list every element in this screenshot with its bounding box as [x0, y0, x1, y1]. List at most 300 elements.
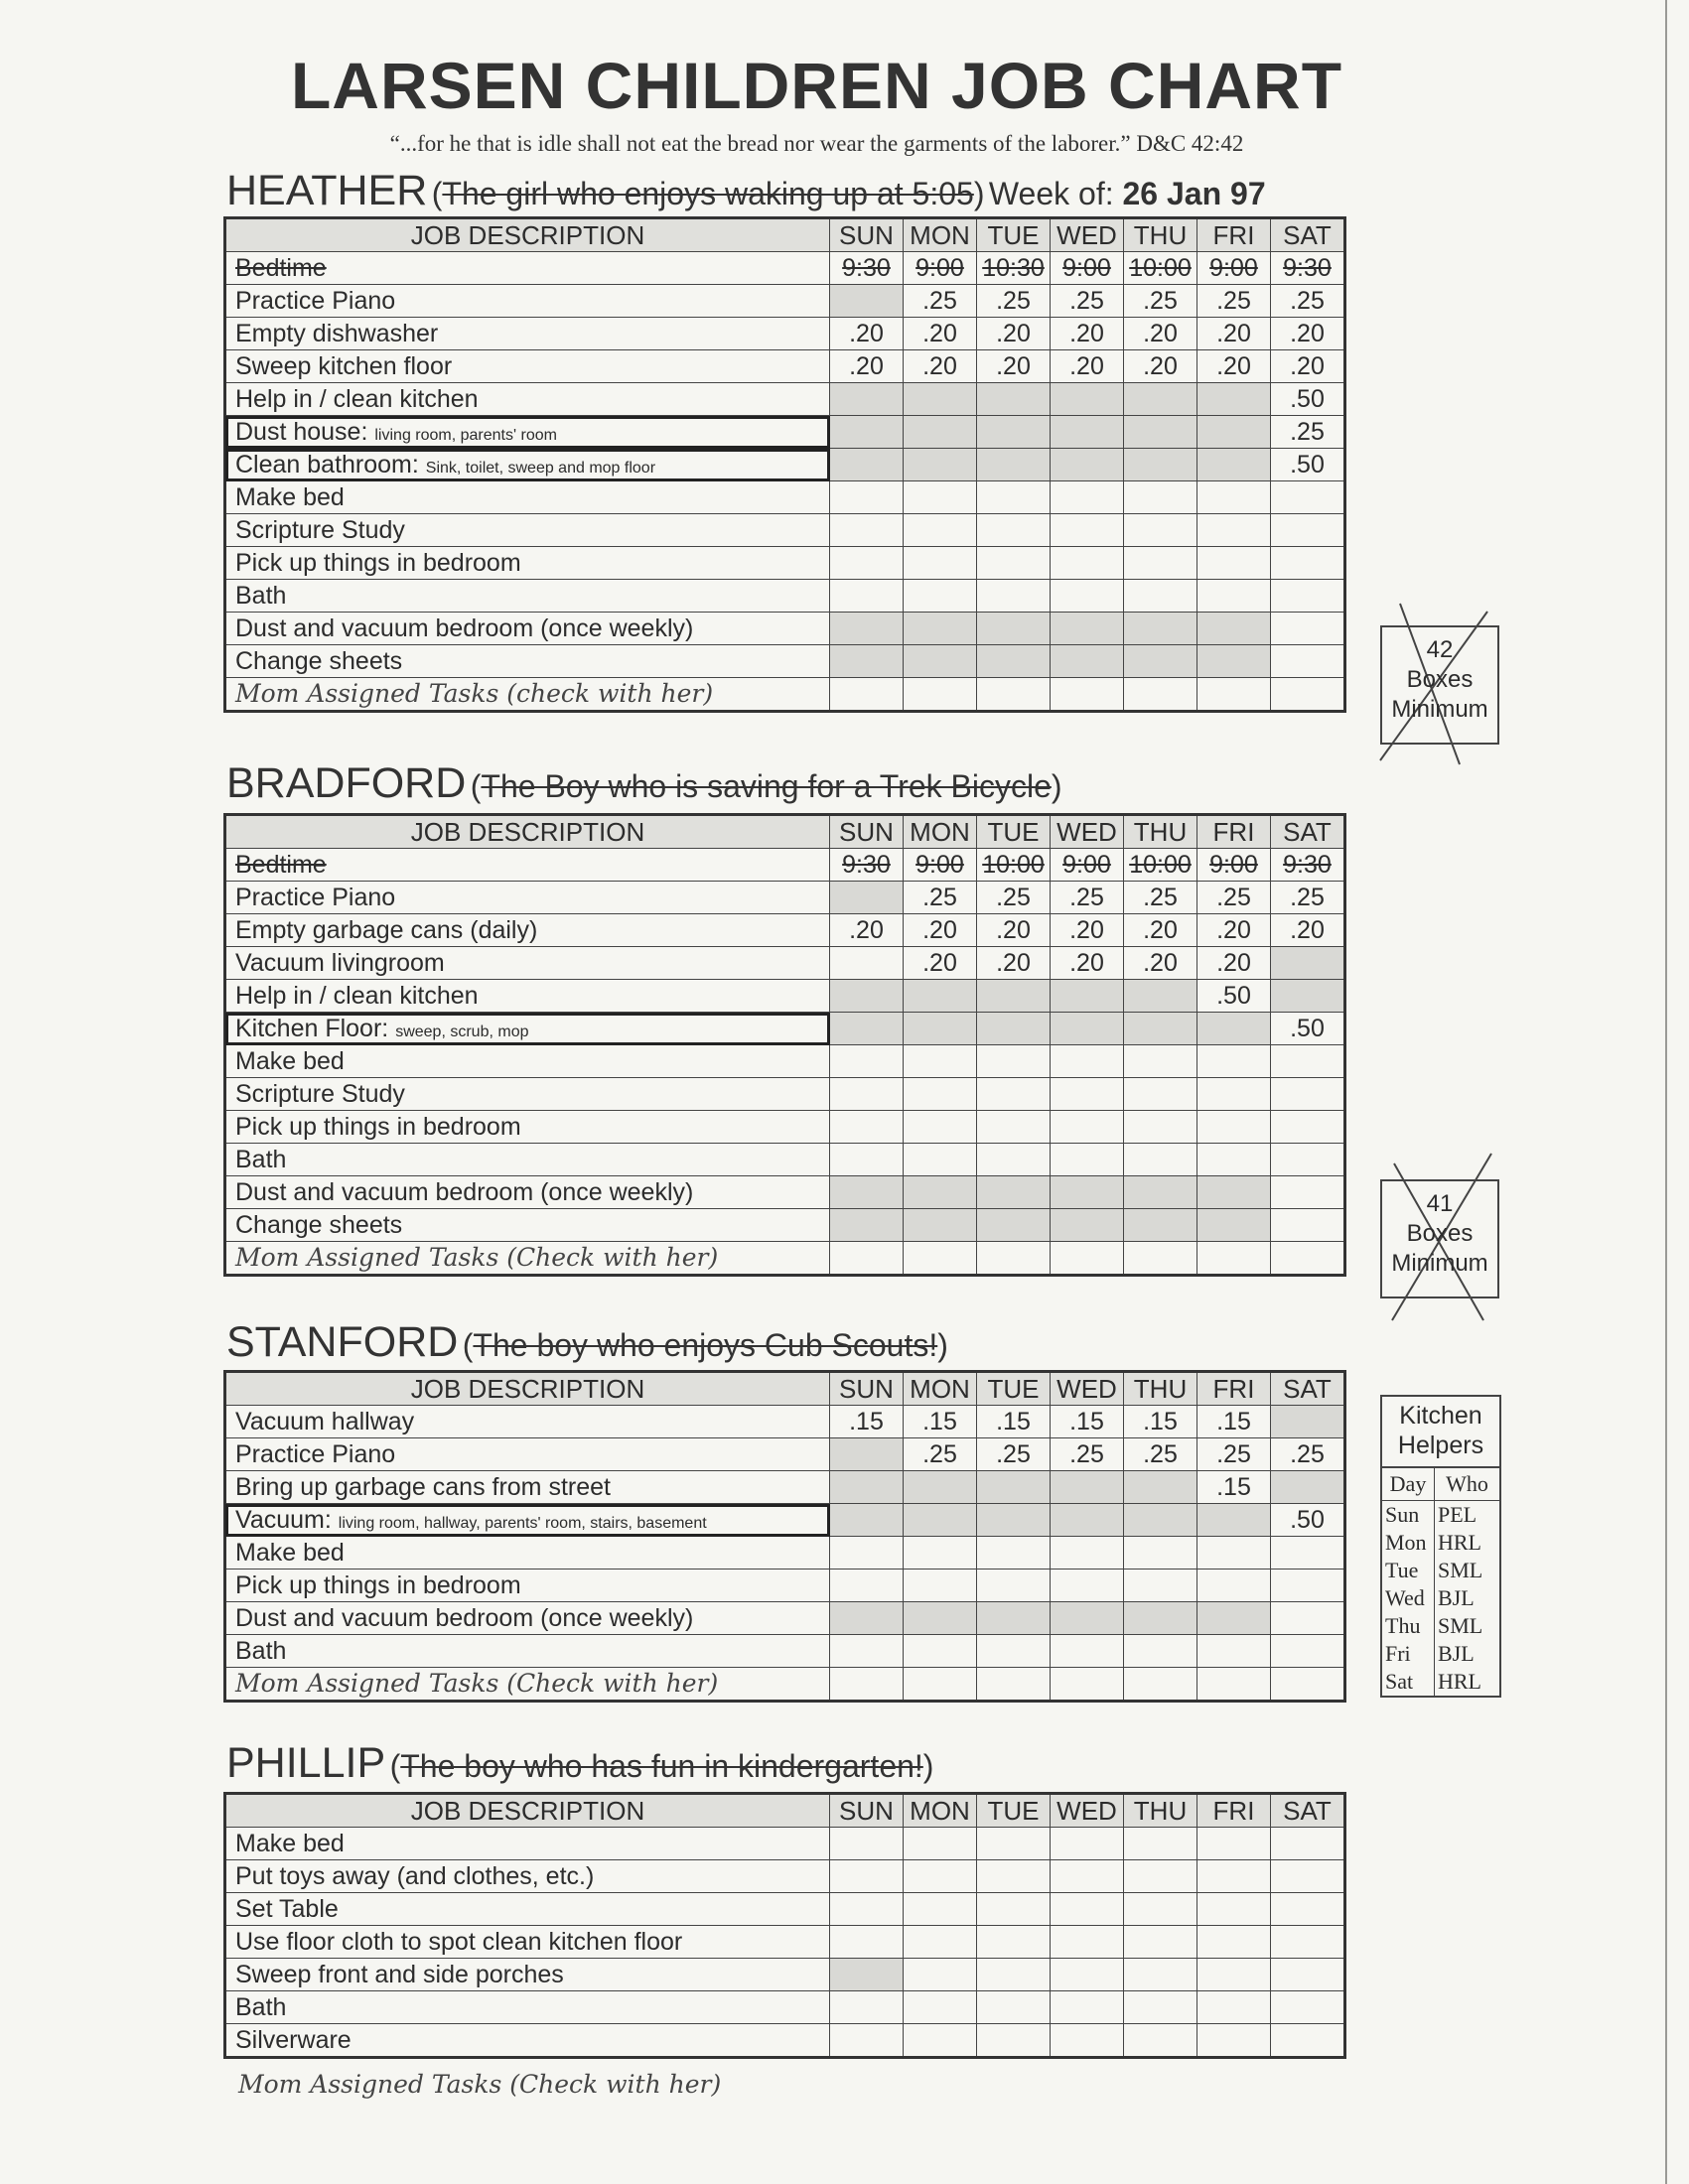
shaded-cell	[1124, 416, 1197, 449]
job-description	[225, 481, 830, 514]
shaded-cell	[977, 1504, 1051, 1537]
day-cell: .20	[977, 947, 1051, 980]
day-cell	[904, 547, 977, 580]
day-cell	[977, 1893, 1051, 1926]
job-table-stanford	[223, 1370, 1346, 1703]
job-label: Use floor cloth to spot clean kitchen floor	[235, 1927, 683, 1956]
day-cell: .20	[1051, 914, 1124, 947]
day-cell	[1271, 613, 1345, 645]
day-cell: 9:30	[830, 849, 904, 882]
shaded-cell	[977, 449, 1051, 481]
day-cell	[1271, 1242, 1345, 1276]
day-cell	[1197, 1893, 1271, 1926]
shaded-cell	[1051, 449, 1124, 481]
job-detail: sweep, scrub, mop	[395, 1023, 529, 1040]
day-cell	[1124, 481, 1197, 514]
job-label: Make bed	[235, 1538, 345, 1567]
day-cell	[1124, 1959, 1197, 1991]
job-table-bradford	[223, 813, 1346, 1277]
day-cell	[977, 1828, 1051, 1860]
shaded-cell	[1051, 1176, 1124, 1209]
day-cell: .20	[977, 914, 1051, 947]
job-label: Make bed	[235, 482, 345, 511]
day-cell	[1124, 1078, 1197, 1111]
day-cell	[1197, 580, 1271, 613]
day-cell: .15	[1197, 1471, 1271, 1504]
day-cell: .50	[1271, 1013, 1345, 1045]
day-cell	[1051, 1991, 1124, 2024]
day-cell	[1271, 1144, 1345, 1176]
table-row	[225, 914, 1345, 947]
shaded-cell	[1197, 613, 1271, 645]
kitchen-helpers-title	[1382, 1397, 1499, 1468]
day-header: SUN	[830, 1794, 904, 1828]
job-description	[225, 1438, 830, 1471]
day-cell	[1124, 1045, 1197, 1078]
shaded-cell	[1197, 1176, 1271, 1209]
shaded-cell	[904, 383, 977, 416]
day-cell	[904, 1860, 977, 1893]
job-label: Pick up things in bedroom	[235, 548, 521, 577]
table-row	[225, 1570, 1345, 1602]
minimum-label: Boxes	[1406, 1220, 1474, 1247]
minimum-label: Minimum	[1391, 696, 1488, 723]
day-cell	[904, 1828, 977, 1860]
table-row	[225, 449, 1345, 481]
day-cell	[830, 1111, 904, 1144]
day-cell	[1124, 547, 1197, 580]
shaded-cell	[1051, 1504, 1124, 1537]
day-cell	[977, 1144, 1051, 1176]
shaded-cell	[830, 645, 904, 678]
table-row	[225, 1668, 1345, 1702]
day-cell: .20	[1124, 350, 1197, 383]
day-header: MON	[904, 1372, 977, 1406]
day-cell	[830, 1893, 904, 1926]
day-cell: .15	[1124, 1406, 1197, 1438]
job-label: Clean bathroom:	[235, 450, 419, 478]
day-cell: .25	[1271, 285, 1345, 318]
day-cell	[1197, 1991, 1271, 2024]
child-tagline: (The boy who enjoys Cub Scouts!)	[462, 1327, 948, 1363]
day-cell	[1051, 1242, 1124, 1276]
day-cell	[1124, 2024, 1197, 2058]
job-description	[225, 2024, 830, 2058]
day-cell: .20	[904, 914, 977, 947]
shaded-cell	[1124, 449, 1197, 481]
day-cell	[904, 1926, 977, 1959]
shaded-cell	[1124, 613, 1197, 645]
job-description	[225, 1602, 830, 1635]
table-header-row	[225, 218, 1345, 252]
table-row	[225, 1045, 1345, 1078]
day-cell: 9:00	[1197, 252, 1271, 285]
shaded-cell	[1124, 645, 1197, 678]
child-name: BRADFORD	[226, 759, 467, 807]
day-cell	[904, 1144, 977, 1176]
job-label: Change sheets	[235, 1210, 403, 1239]
job-label: Bath	[235, 1145, 287, 1173]
day-cell	[1271, 514, 1345, 547]
job-description	[225, 1471, 830, 1504]
day-cell	[1197, 1078, 1271, 1111]
day-header: WED	[1051, 1794, 1124, 1828]
day-cell	[977, 1959, 1051, 1991]
job-label: Mom Assigned Tasks (Check with her)	[235, 1243, 719, 1272]
day-header: SUN	[830, 1372, 904, 1406]
kitchen-helper-who: PEL	[1438, 1502, 1478, 1527]
job-description	[225, 1668, 830, 1702]
day-cell	[1051, 1078, 1124, 1111]
table-row	[225, 1242, 1345, 1276]
job-label: Empty dishwasher	[235, 319, 439, 347]
shaded-cell	[904, 1176, 977, 1209]
day-cell: .25	[904, 882, 977, 914]
shaded-cell	[904, 645, 977, 678]
shaded-cell	[1271, 1406, 1345, 1438]
table-row	[225, 1013, 1345, 1045]
day-cell	[977, 1570, 1051, 1602]
job-description	[225, 1959, 830, 1991]
day-cell: .20	[1197, 947, 1271, 980]
shaded-cell	[1051, 1209, 1124, 1242]
shaded-cell	[1197, 416, 1271, 449]
table-row	[225, 980, 1345, 1013]
shaded-cell	[830, 285, 904, 318]
table-row	[225, 947, 1345, 980]
job-label: Mom Assigned Tasks (check with her)	[235, 679, 714, 708]
job-description	[225, 1176, 830, 1209]
kitchen-helper-row	[1382, 1557, 1499, 1584]
job-label: Sweep kitchen floor	[235, 351, 453, 380]
day-cell	[1271, 1111, 1345, 1144]
day-cell	[830, 547, 904, 580]
day-cell	[1124, 1668, 1197, 1702]
job-label: Pick up things in bedroom	[235, 1570, 521, 1599]
shaded-cell	[830, 1471, 904, 1504]
job-label: Bath	[235, 581, 287, 610]
shaded-cell	[904, 449, 977, 481]
day-cell	[1051, 1537, 1124, 1570]
shaded-cell	[904, 1504, 977, 1537]
day-cell	[830, 947, 904, 980]
day-cell: .15	[1197, 1406, 1271, 1438]
shaded-cell	[1197, 1504, 1271, 1537]
day-header: SUN	[830, 815, 904, 849]
shaded-cell	[1051, 383, 1124, 416]
job-label: Practice Piano	[235, 286, 396, 315]
job-detail: living room, parents' room	[374, 426, 557, 444]
kitchen-helper-who: HRL	[1438, 1669, 1481, 1694]
day-header: TUE	[977, 218, 1051, 252]
job-label: Dust and vacuum bedroom (once weekly)	[235, 1177, 694, 1206]
day-cell	[1051, 547, 1124, 580]
table-row	[225, 580, 1345, 613]
day-cell: 9:00	[1051, 252, 1124, 285]
day-cell	[1051, 1959, 1124, 1991]
day-header: MON	[904, 815, 977, 849]
day-cell	[1124, 1991, 1197, 2024]
day-cell: .20	[1124, 914, 1197, 947]
shaded-cell	[830, 613, 904, 645]
week-of: Week of: 26 Jan 97	[988, 176, 1266, 211]
table-row	[225, 1537, 1345, 1570]
table-row	[225, 1828, 1345, 1860]
day-cell: .25	[977, 882, 1051, 914]
job-description	[225, 1045, 830, 1078]
day-cell: .20	[977, 318, 1051, 350]
shaded-cell	[1124, 1176, 1197, 1209]
day-cell	[904, 678, 977, 712]
shaded-cell	[1124, 383, 1197, 416]
job-label: Pick up things in bedroom	[235, 1112, 521, 1141]
shaded-cell	[977, 1471, 1051, 1504]
day-cell	[830, 1991, 904, 2024]
day-cell	[977, 580, 1051, 613]
day-cell: .20	[1124, 318, 1197, 350]
day-cell	[977, 1860, 1051, 1893]
day-cell	[1197, 1668, 1271, 1702]
day-cell	[1197, 481, 1271, 514]
job-description	[225, 1111, 830, 1144]
table-row	[225, 1504, 1345, 1537]
kitchen-helper-day: Wed	[1382, 1584, 1435, 1612]
day-cell	[1051, 514, 1124, 547]
shaded-cell	[1271, 947, 1345, 980]
section-header-phillip	[226, 1739, 933, 1785]
day-cell: .50	[1271, 1504, 1345, 1537]
day-cell	[977, 1242, 1051, 1276]
day-cell	[904, 2024, 977, 2058]
job-description	[225, 1926, 830, 1959]
table-row	[225, 849, 1345, 882]
mom-assigned-note: Mom Assigned Tasks (Check with her)	[238, 2070, 722, 2099]
day-header: TUE	[977, 1372, 1051, 1406]
job-label: Bath	[235, 1992, 287, 2021]
table-row	[225, 1078, 1345, 1111]
table-header-row	[225, 1794, 1345, 1828]
job-description	[225, 514, 830, 547]
day-cell	[1051, 1860, 1124, 1893]
day-cell: .20	[830, 914, 904, 947]
day-cell	[1271, 1570, 1345, 1602]
shaded-cell	[830, 980, 904, 1013]
page-edge	[1665, 0, 1667, 2184]
day-cell	[1271, 1635, 1345, 1668]
scripture-quote: “...for he that is idle shall not eat the bread nor wear the garments of the laborer.” D&C 42:42	[389, 131, 1244, 156]
child-name: HEATHER	[226, 167, 428, 214]
day-cell: .20	[830, 350, 904, 383]
day-cell	[830, 580, 904, 613]
day-cell: .25	[1197, 1438, 1271, 1471]
day-cell: .25	[1051, 882, 1124, 914]
child-name: PHILLIP	[226, 1739, 386, 1787]
day-cell	[1197, 1635, 1271, 1668]
day-cell: 9:00	[1051, 849, 1124, 882]
minimum-box-heather	[1380, 625, 1499, 745]
shaded-cell	[904, 416, 977, 449]
day-cell	[1271, 1078, 1345, 1111]
table-row	[225, 645, 1345, 678]
day-cell	[1124, 1242, 1197, 1276]
day-cell	[830, 1860, 904, 1893]
day-cell	[1271, 580, 1345, 613]
minimum-label: Boxes	[1406, 666, 1474, 693]
day-cell	[977, 1111, 1051, 1144]
day-cell	[1271, 1991, 1345, 2024]
table-row	[225, 1438, 1345, 1471]
day-cell	[977, 678, 1051, 712]
table-row	[225, 1926, 1345, 1959]
job-description	[225, 1828, 830, 1860]
day-cell	[830, 1537, 904, 1570]
day-cell	[977, 547, 1051, 580]
day-cell	[977, 1991, 1051, 2024]
day-cell: 10:00	[977, 849, 1051, 882]
day-cell	[1124, 1570, 1197, 1602]
day-cell: .20	[830, 318, 904, 350]
day-header: THU	[1124, 815, 1197, 849]
day-cell	[977, 514, 1051, 547]
day-cell: 9:30	[1271, 252, 1345, 285]
col-day-header: Day	[1382, 1468, 1435, 1501]
job-description	[225, 1242, 830, 1276]
day-cell: .25	[904, 285, 977, 318]
day-cell	[1271, 547, 1345, 580]
job-label: Vacuum livingroom	[235, 948, 445, 977]
shaded-cell	[1124, 1013, 1197, 1045]
day-cell: 9:00	[904, 252, 977, 285]
shaded-cell	[904, 1471, 977, 1504]
shaded-cell	[977, 645, 1051, 678]
shaded-cell	[904, 1013, 977, 1045]
job-label: Help in / clean kitchen	[235, 384, 479, 413]
day-header: WED	[1051, 218, 1124, 252]
day-cell: .20	[1051, 318, 1124, 350]
day-header: SAT	[1271, 218, 1345, 252]
day-cell: 10:30	[977, 252, 1051, 285]
shaded-cell	[830, 1504, 904, 1537]
job-description	[225, 980, 830, 1013]
job-label: Practice Piano	[235, 1439, 396, 1468]
minimum-count: 41	[1426, 1190, 1454, 1217]
day-cell	[977, 481, 1051, 514]
day-cell: .20	[1271, 318, 1345, 350]
day-cell	[1051, 1045, 1124, 1078]
kitchen-helper-day: Tue	[1382, 1557, 1435, 1584]
table-row	[225, 2024, 1345, 2058]
day-header: WED	[1051, 1372, 1124, 1406]
day-cell: .25	[977, 285, 1051, 318]
shaded-cell	[1124, 1504, 1197, 1537]
job-label: Vacuum:	[235, 1505, 332, 1534]
day-cell: .50	[1271, 449, 1345, 481]
day-cell: .20	[1197, 914, 1271, 947]
day-cell	[904, 1537, 977, 1570]
day-cell	[1124, 1926, 1197, 1959]
job-description	[225, 914, 830, 947]
day-cell: .25	[1197, 882, 1271, 914]
day-cell	[1124, 514, 1197, 547]
job-label: Vacuum hallway	[235, 1407, 415, 1435]
day-cell	[1197, 1926, 1271, 1959]
page-title: LARSEN CHILDREN JOB CHART	[290, 49, 1343, 122]
job-description	[225, 449, 830, 481]
table-header-row	[225, 815, 1345, 849]
job-description	[225, 1860, 830, 1893]
job-description	[225, 947, 830, 980]
day-cell: .25	[1051, 285, 1124, 318]
day-header: SAT	[1271, 1372, 1345, 1406]
child-tagline: (The Boy who is saving for a Trek Bicycle)	[470, 768, 1062, 804]
job-description-header: JOB DESCRIPTION	[225, 1794, 830, 1828]
shaded-cell	[1124, 1209, 1197, 1242]
kitchen-helper-who: SML	[1438, 1558, 1483, 1582]
job-description	[225, 613, 830, 645]
shaded-cell	[1051, 1013, 1124, 1045]
job-table-phillip	[223, 1792, 1346, 2059]
shaded-cell	[977, 383, 1051, 416]
day-cell	[1197, 2024, 1271, 2058]
shaded-cell	[1051, 980, 1124, 1013]
job-description	[225, 1406, 830, 1438]
day-header: WED	[1051, 815, 1124, 849]
day-cell	[1271, 1959, 1345, 1991]
shaded-cell	[1197, 645, 1271, 678]
day-cell: .20	[1197, 318, 1271, 350]
day-cell: .20	[904, 350, 977, 383]
job-description	[225, 1078, 830, 1111]
shaded-cell	[1124, 980, 1197, 1013]
day-cell	[1197, 1959, 1271, 1991]
day-header: THU	[1124, 1372, 1197, 1406]
day-cell	[1271, 1176, 1345, 1209]
child-name: STANFORD	[226, 1318, 459, 1366]
shaded-cell	[830, 1013, 904, 1045]
job-description	[225, 285, 830, 318]
day-header: SAT	[1271, 1794, 1345, 1828]
job-description-header: JOB DESCRIPTION	[225, 218, 830, 252]
job-detail: Sink, toilet, sweep and mop floor	[425, 459, 656, 477]
job-table-heather	[223, 216, 1346, 713]
day-cell: .50	[1197, 980, 1271, 1013]
day-cell	[1051, 1635, 1124, 1668]
table-row	[225, 1635, 1345, 1668]
table-row	[225, 318, 1345, 350]
day-cell: .25	[1051, 1438, 1124, 1471]
day-cell	[1124, 1144, 1197, 1176]
kitchen-helpers-title-line: Kitchen	[1399, 1402, 1482, 1430]
table-row	[225, 547, 1345, 580]
section-header-heather	[226, 167, 1266, 212]
day-cell	[830, 1635, 904, 1668]
shaded-cell	[904, 1602, 977, 1635]
job-label: Scripture Study	[235, 1079, 405, 1108]
kitchen-helper-who: BJL	[1438, 1585, 1475, 1610]
kitchen-helper-row	[1382, 1612, 1499, 1640]
day-header: MON	[904, 1794, 977, 1828]
day-cell	[1271, 1209, 1345, 1242]
day-cell	[1051, 678, 1124, 712]
kitchen-helper-day: Sat	[1382, 1668, 1435, 1696]
day-cell: .20	[904, 947, 977, 980]
table-row	[225, 1406, 1345, 1438]
kitchen-helper-who: BJL	[1438, 1641, 1475, 1666]
shaded-cell	[830, 1209, 904, 1242]
day-cell	[977, 1668, 1051, 1702]
shaded-cell	[830, 882, 904, 914]
job-description	[225, 1209, 830, 1242]
